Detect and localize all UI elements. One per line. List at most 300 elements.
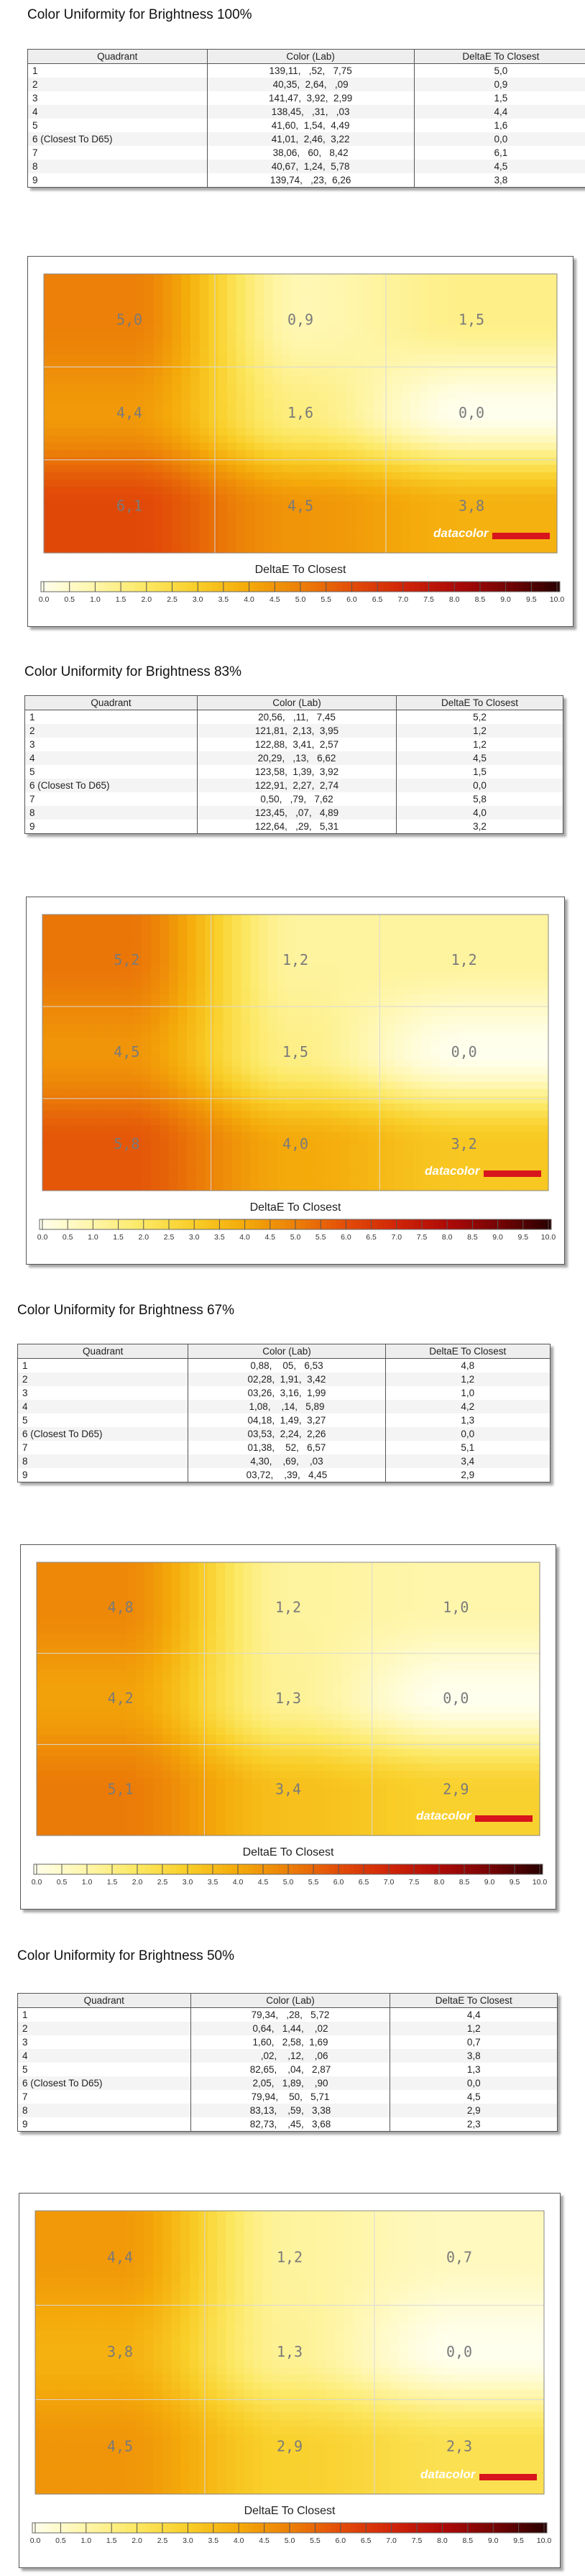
heatmap-cell bbox=[273, 509, 282, 517]
heatmap-cell bbox=[232, 1125, 241, 1133]
heatmap-cell bbox=[169, 1067, 178, 1075]
heatmap-cell bbox=[259, 1038, 269, 1046]
colorbar-label: DeltaE To Closest bbox=[254, 564, 346, 576]
heatmap-cell bbox=[440, 973, 449, 981]
heatmap-cell bbox=[53, 362, 63, 370]
heatmap-cell bbox=[236, 450, 246, 458]
heatmap-cell bbox=[96, 1009, 106, 1017]
heatmap-cell bbox=[124, 1074, 133, 1082]
heatmap-cell bbox=[548, 370, 557, 377]
heatmap-cell bbox=[55, 1584, 64, 1592]
heatmap-cell bbox=[181, 531, 190, 538]
heatmap-cell bbox=[117, 546, 126, 554]
heatmap-cell bbox=[377, 922, 386, 930]
heatmap-cell bbox=[106, 1176, 115, 1184]
heatmap-cell bbox=[422, 929, 431, 937]
heatmap-cell bbox=[178, 1009, 188, 1017]
heatmap-cell bbox=[395, 1016, 404, 1024]
heatmap-cell bbox=[259, 1176, 269, 1184]
heatmap-cell bbox=[96, 1096, 106, 1104]
heatmap-cell bbox=[178, 1053, 188, 1060]
heatmap-cell bbox=[429, 347, 438, 355]
heatmap-cell bbox=[277, 1118, 287, 1126]
colorbar-segment bbox=[150, 582, 156, 592]
heatmap-cell bbox=[300, 333, 310, 341]
heatmap-cell bbox=[341, 1038, 350, 1046]
heatmap-cell bbox=[413, 1089, 422, 1097]
heatmap-cell bbox=[126, 281, 136, 289]
heatmap-cell bbox=[44, 546, 53, 554]
heatmap-cell bbox=[99, 347, 109, 355]
colorbar-tick-label: 2.0 bbox=[138, 1233, 149, 1242]
heatmap-cell bbox=[548, 296, 557, 304]
heatmap-cell bbox=[386, 1081, 395, 1089]
heatmap-cell bbox=[160, 1147, 169, 1155]
heatmap-cell bbox=[300, 457, 310, 465]
heatmap-cell bbox=[423, 1569, 433, 1577]
heatmap-cell bbox=[63, 523, 72, 531]
heatmap-cell bbox=[273, 347, 282, 355]
heatmap-cell bbox=[241, 1067, 251, 1075]
heatmap-cell bbox=[160, 1154, 169, 1162]
heatmap-cell bbox=[458, 1009, 467, 1017]
heatmap-cell bbox=[486, 1577, 495, 1585]
heatmap-cell bbox=[214, 1081, 224, 1089]
heatmap-cell bbox=[377, 951, 386, 959]
heatmap-cell bbox=[115, 1001, 124, 1009]
heatmap-cell bbox=[80, 399, 90, 407]
heatmap-cell bbox=[241, 915, 251, 922]
heatmap-cell bbox=[539, 973, 548, 981]
heatmap-cell bbox=[431, 1125, 441, 1133]
heatmap-cell bbox=[341, 1169, 350, 1177]
heatmap-cell bbox=[44, 362, 53, 370]
heatmap-cell bbox=[96, 922, 106, 930]
heatmap-cell bbox=[346, 502, 356, 510]
heatmap-cell bbox=[310, 354, 319, 362]
heatmap-cell bbox=[539, 443, 548, 451]
heatmap-cell bbox=[493, 354, 502, 362]
heatmap-cell bbox=[196, 1104, 206, 1111]
column-header: DeltaE To Closest bbox=[397, 696, 563, 710]
heatmap-cell bbox=[341, 980, 350, 988]
heatmap-cell bbox=[144, 413, 154, 421]
heatmap-cell bbox=[346, 487, 356, 495]
heatmap-cell bbox=[467, 1111, 476, 1119]
heatmap-cell bbox=[144, 288, 154, 296]
colorbar-segment bbox=[539, 582, 545, 592]
heatmap-cell bbox=[144, 480, 154, 487]
deltae-cell: 3,2 bbox=[397, 820, 563, 834]
heatmap-cell bbox=[511, 274, 520, 282]
heatmap-cell bbox=[144, 523, 154, 531]
heatmap-cell bbox=[377, 966, 386, 973]
heatmap-cell bbox=[495, 1591, 505, 1599]
heatmap-cell bbox=[440, 1024, 449, 1032]
heatmap-cell bbox=[99, 450, 109, 458]
heatmap-cell bbox=[227, 311, 236, 318]
heatmap-cell bbox=[401, 502, 410, 510]
heatmap-cell bbox=[476, 987, 485, 995]
heatmap-cell bbox=[160, 1125, 169, 1133]
heatmap-cell bbox=[422, 1140, 431, 1147]
colorbar-segment bbox=[408, 1219, 414, 1229]
heatmap-cell bbox=[232, 922, 241, 930]
heatmap-cell bbox=[181, 502, 190, 510]
heatmap-cell bbox=[163, 281, 172, 289]
heatmap-cell bbox=[520, 391, 530, 399]
heatmap-cell bbox=[548, 494, 557, 502]
heatmap-cell bbox=[236, 311, 246, 318]
heatmap-cell bbox=[368, 1067, 377, 1075]
heatmap-cell bbox=[331, 1162, 341, 1170]
heatmap-cell bbox=[236, 480, 246, 487]
heatmap-cell bbox=[71, 428, 80, 436]
heatmap-cell bbox=[88, 994, 97, 1002]
heatmap-cell bbox=[160, 958, 169, 966]
heatmap-cell bbox=[485, 980, 494, 988]
heatmap-cell bbox=[300, 296, 310, 304]
heatmap-cell bbox=[286, 980, 295, 988]
heatmap-cell bbox=[346, 443, 356, 451]
heatmap-cell bbox=[268, 958, 277, 966]
heatmap-cell bbox=[88, 958, 97, 966]
heatmap-cell bbox=[410, 399, 420, 407]
heatmap-cell bbox=[313, 1154, 323, 1162]
heatmap-cell bbox=[328, 354, 337, 362]
heatmap-cell bbox=[341, 994, 350, 1002]
heatmap-cell bbox=[63, 472, 72, 480]
heatmap-cell bbox=[209, 502, 218, 510]
heatmap-cell bbox=[386, 1140, 395, 1147]
heatmap-cell bbox=[244, 1584, 253, 1592]
heatmap-cell bbox=[368, 1053, 377, 1060]
heatmap-cell bbox=[90, 472, 99, 480]
heatmap-cell bbox=[420, 413, 429, 421]
heatmap-cell bbox=[42, 951, 52, 959]
heatmap-cell bbox=[200, 487, 209, 495]
heatmap-cell bbox=[196, 1176, 206, 1184]
colorbar-segment bbox=[244, 582, 249, 592]
heatmap-cell bbox=[218, 436, 227, 444]
heatmap-cell bbox=[548, 487, 557, 495]
heatmap-cell bbox=[530, 1162, 540, 1170]
heatmap-cell bbox=[126, 472, 136, 480]
heatmap-cell bbox=[106, 943, 115, 951]
lab-cell: 41,01, 2,46, 3,22 bbox=[207, 132, 414, 146]
heatmap-cell bbox=[349, 1067, 359, 1075]
heatmap-cell bbox=[346, 296, 356, 304]
heatmap-cell bbox=[401, 546, 410, 554]
heatmap-cell bbox=[458, 1125, 467, 1133]
heatmap-cell bbox=[273, 399, 282, 407]
heatmap-cell bbox=[493, 333, 502, 341]
heatmap-cell bbox=[386, 1176, 395, 1184]
heatmap-cell bbox=[232, 1060, 241, 1068]
heatmap-cell bbox=[268, 987, 277, 995]
heatmap-cell bbox=[160, 1016, 169, 1024]
heatmap-cell bbox=[178, 1154, 188, 1162]
colorbar-segment bbox=[336, 1219, 342, 1229]
heatmap-cell bbox=[187, 943, 196, 951]
heatmap-cell bbox=[250, 1169, 259, 1177]
heatmap-cell bbox=[172, 531, 182, 538]
heatmap-cell bbox=[71, 413, 80, 421]
heatmap-cell bbox=[503, 915, 512, 922]
heatmap-cell bbox=[71, 325, 80, 333]
heatmap-cell bbox=[539, 1176, 548, 1184]
heatmap-cell bbox=[232, 1031, 241, 1039]
colorbar-segment bbox=[451, 582, 456, 592]
heatmap-cell bbox=[530, 487, 539, 495]
heatmap-cell bbox=[447, 480, 456, 487]
heatmap-cell bbox=[484, 296, 493, 304]
heatmap-cell bbox=[377, 1067, 386, 1075]
heatmap-cell bbox=[521, 1060, 530, 1068]
heatmap-cell bbox=[151, 1154, 160, 1162]
heatmap-cell bbox=[539, 1067, 548, 1075]
heatmap-cell bbox=[337, 274, 346, 282]
heatmap-cell bbox=[502, 377, 512, 385]
heatmap-cell bbox=[63, 450, 72, 458]
heatmap-cell bbox=[364, 464, 374, 472]
heatmap-cell bbox=[349, 1169, 359, 1177]
heatmap-cell bbox=[154, 406, 163, 414]
heatmap-cell bbox=[368, 1001, 377, 1009]
heatmap-cell bbox=[502, 340, 512, 348]
heatmap-cell bbox=[539, 546, 548, 554]
heatmap-cell bbox=[268, 1031, 277, 1039]
heatmap-cell bbox=[438, 288, 447, 296]
heatmap-cell bbox=[364, 318, 374, 326]
heatmap-cell bbox=[227, 325, 236, 333]
heatmap-cell bbox=[328, 421, 337, 428]
heatmap-cell bbox=[458, 973, 467, 981]
heatmap-cell bbox=[144, 464, 154, 472]
heatmap-cell bbox=[377, 1016, 386, 1024]
heatmap-cell bbox=[236, 370, 246, 377]
heatmap-cell bbox=[377, 1096, 386, 1104]
heatmap-cell bbox=[169, 1147, 178, 1155]
heatmap-cell bbox=[530, 936, 540, 944]
datacolor-logo: datacolor bbox=[433, 526, 489, 540]
colorbar-segment bbox=[207, 582, 213, 592]
heatmap-cell bbox=[190, 354, 200, 362]
heatmap-cell bbox=[44, 502, 53, 510]
heatmap-cell bbox=[512, 1183, 522, 1191]
heatmap-cell bbox=[190, 1584, 199, 1592]
heatmap-cell bbox=[208, 1591, 217, 1599]
heatmap-cell bbox=[420, 472, 429, 480]
heatmap-cell bbox=[37, 1598, 46, 1606]
heatmap-cell bbox=[503, 1140, 512, 1147]
heatmap-cell bbox=[359, 1045, 368, 1053]
heatmap-cell bbox=[410, 457, 420, 465]
heatmap-cell bbox=[124, 943, 133, 951]
heatmap-cell bbox=[277, 1089, 287, 1097]
heatmap-cell bbox=[291, 487, 300, 495]
heatmap-cell bbox=[88, 1009, 97, 1017]
heatmap-cell bbox=[80, 274, 90, 282]
heatmap-cell bbox=[539, 472, 548, 480]
heatmap-cell bbox=[169, 1089, 178, 1097]
heatmap-cell bbox=[530, 464, 539, 472]
heatmap-cell bbox=[328, 546, 337, 554]
heatmap-cell bbox=[99, 509, 109, 517]
heatmap-cell bbox=[431, 929, 441, 937]
heatmap-cell bbox=[356, 480, 365, 487]
heatmap-cell bbox=[63, 340, 72, 348]
heatmap-cell bbox=[181, 516, 190, 524]
heatmap-cell bbox=[431, 1024, 441, 1032]
heatmap-cell bbox=[259, 1132, 269, 1140]
heatmap-cell bbox=[494, 1053, 504, 1060]
heatmap-cell bbox=[223, 1024, 232, 1032]
heatmap-cell bbox=[383, 303, 392, 311]
heatmap-cell bbox=[395, 1009, 404, 1017]
heatmap-cell bbox=[324, 1584, 333, 1592]
heatmap-cell bbox=[511, 516, 520, 524]
heatmap-cell bbox=[196, 1132, 206, 1140]
heatmap-cell bbox=[63, 413, 72, 421]
heatmap-cell bbox=[144, 1569, 154, 1577]
heatmap-cell bbox=[310, 436, 319, 444]
heatmap-cell bbox=[154, 457, 163, 465]
heatmap-cell bbox=[154, 303, 163, 311]
heatmap-cell bbox=[250, 1060, 259, 1068]
heatmap-cell bbox=[548, 288, 557, 296]
table-row bbox=[18, 1441, 551, 1454]
heatmap-cell bbox=[484, 377, 493, 385]
heatmap-cell bbox=[539, 1081, 548, 1089]
heatmap-cell bbox=[323, 922, 332, 930]
heatmap-cell bbox=[151, 922, 160, 930]
heatmap-cell bbox=[404, 1169, 413, 1177]
heatmap-cell bbox=[282, 377, 292, 385]
heatmap-cell bbox=[319, 413, 328, 421]
heatmap-cell bbox=[521, 1125, 530, 1133]
heatmap-cell bbox=[227, 391, 236, 399]
heatmap-cell bbox=[227, 538, 236, 546]
heatmap-cell bbox=[383, 450, 392, 458]
heatmap-cell bbox=[190, 413, 200, 421]
colorbar-segment bbox=[275, 1219, 281, 1229]
colorbar-tick-label: 1.0 bbox=[90, 595, 101, 604]
heatmap-cell bbox=[71, 274, 80, 282]
heatmap-cell bbox=[395, 1104, 404, 1111]
heatmap-cell bbox=[52, 951, 61, 959]
heatmap-cell bbox=[531, 1584, 540, 1592]
heatmap-cell bbox=[259, 987, 269, 995]
heatmap-cell bbox=[133, 1001, 142, 1009]
heatmap-cell bbox=[401, 480, 410, 487]
heatmap-cell bbox=[377, 1125, 386, 1133]
heatmap-cell bbox=[99, 443, 109, 451]
heatmap-cell bbox=[310, 428, 319, 436]
heatmap-cell bbox=[401, 281, 410, 289]
heatmap-cell bbox=[82, 1577, 91, 1585]
heatmap-cell bbox=[410, 421, 420, 428]
heatmap-cell bbox=[386, 1074, 395, 1082]
heatmap-cell bbox=[404, 1067, 413, 1075]
heatmap-cell bbox=[227, 377, 236, 385]
heatmap-cell bbox=[136, 428, 145, 436]
quadrant-cell: 5 bbox=[18, 1413, 188, 1427]
heatmap-cell bbox=[422, 958, 431, 966]
heatmap-cell bbox=[458, 1067, 467, 1075]
heatmap-cell bbox=[300, 428, 310, 436]
heatmap-cell bbox=[60, 915, 70, 922]
heatmap-cell bbox=[429, 377, 438, 385]
heatmap-cell bbox=[151, 1089, 160, 1097]
heatmap-cell bbox=[359, 1038, 368, 1046]
quadrant-cell: 9 bbox=[18, 1468, 188, 1482]
heatmap-cell bbox=[205, 951, 214, 959]
heatmap-cell bbox=[422, 1096, 431, 1104]
heatmap-cell bbox=[241, 1031, 251, 1039]
heatmap-cell bbox=[205, 1053, 214, 1060]
heatmap-cell bbox=[413, 943, 422, 951]
heatmap-cell bbox=[223, 1118, 232, 1126]
heatmap-cell bbox=[151, 1067, 160, 1075]
heatmap-cell bbox=[133, 1067, 142, 1075]
heatmap-cell bbox=[205, 1104, 214, 1111]
heatmap-cell bbox=[181, 362, 190, 370]
heatmap-cell bbox=[144, 428, 154, 436]
heatmap-cell bbox=[429, 274, 438, 282]
heatmap-cell bbox=[386, 1104, 395, 1111]
heatmap-cell bbox=[520, 347, 530, 355]
heatmap-cell bbox=[392, 296, 402, 304]
heatmap-cell bbox=[169, 1060, 178, 1068]
heatmap-cell bbox=[44, 340, 53, 348]
heatmap-cell bbox=[136, 384, 145, 392]
heatmap-cell bbox=[494, 980, 504, 988]
heatmap-cell bbox=[337, 391, 346, 399]
heatmap-cell bbox=[386, 1060, 395, 1068]
heatmap-cell bbox=[106, 1031, 115, 1039]
heatmap-cell bbox=[356, 494, 365, 502]
heatmap-cell bbox=[88, 1162, 97, 1170]
heatmap-cell bbox=[52, 1118, 61, 1126]
heatmap-cell bbox=[512, 1074, 522, 1082]
heatmap-cell bbox=[90, 509, 99, 517]
deltae-cell: 6,1 bbox=[414, 146, 585, 160]
heatmap-cell bbox=[88, 1074, 97, 1082]
heatmap-cell bbox=[300, 531, 310, 538]
heatmap-cell bbox=[486, 1591, 495, 1599]
heatmap-cell bbox=[530, 994, 540, 1002]
lab-cell: 38,06, 60, 8,42 bbox=[207, 146, 414, 160]
heatmap-cell bbox=[250, 966, 259, 973]
heatmap-cell bbox=[273, 406, 282, 414]
colorbar-segment bbox=[224, 1219, 229, 1229]
heatmap-cell bbox=[494, 929, 504, 937]
heatmap-cell bbox=[246, 377, 255, 385]
heatmap-cell bbox=[223, 1140, 232, 1147]
heatmap-cell bbox=[438, 303, 447, 311]
heatmap-cell bbox=[190, 406, 200, 414]
heatmap-cell bbox=[484, 487, 493, 495]
heatmap-cell bbox=[447, 354, 456, 362]
heatmap-cell bbox=[377, 1176, 386, 1184]
heatmap-cell bbox=[200, 347, 209, 355]
heatmap-cell bbox=[254, 428, 264, 436]
heatmap-cell bbox=[512, 1104, 522, 1111]
heatmap-cell bbox=[539, 509, 548, 517]
heatmap-cell bbox=[306, 1569, 315, 1577]
heatmap-cell bbox=[117, 377, 126, 385]
